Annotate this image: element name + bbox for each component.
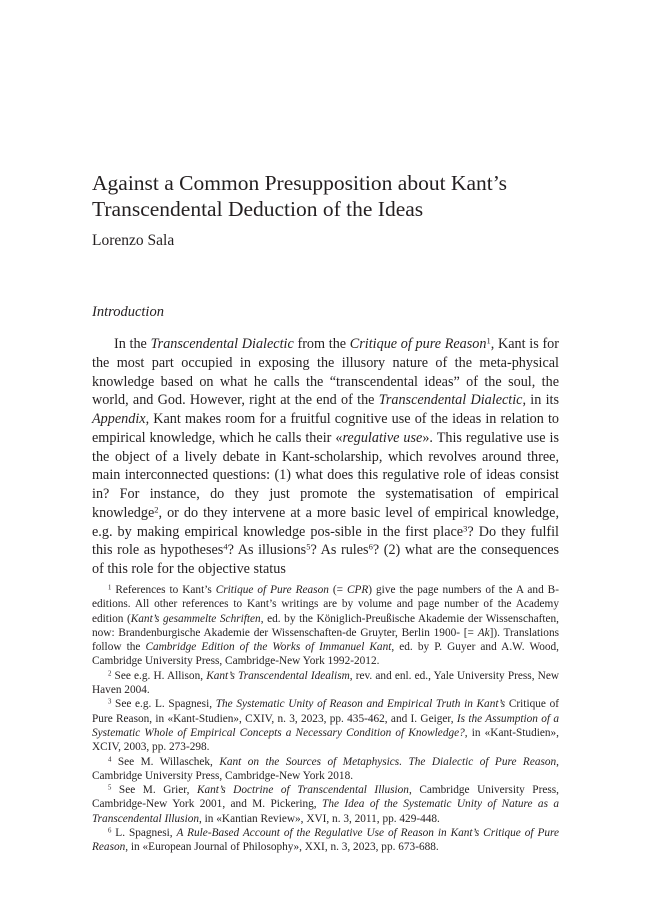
footnote [92, 697, 559, 754]
footnote-marker: 4 [108, 755, 112, 763]
italic-text: Transcendental Dialectic [150, 336, 294, 352]
italic-text: Critique of pure Reason [349, 336, 487, 352]
text-run: ? As rules [310, 542, 369, 559]
paper-title-line-2: Transcendental Deduction of the Ideas [92, 197, 424, 221]
footnote [92, 583, 559, 669]
text-run: , or do they intervene at a more basic level of empirical knowledge, e.g. by making empirical knowledge pos-sible in the first place [92, 504, 559, 540]
text-run: ]). Translations follow the [92, 626, 559, 654]
text-run: , in its [522, 392, 559, 409]
text-run: , Kant makes room for a fruitful cognitive use of the ideas in relation to empirical knowledge, which he calls their « [92, 411, 559, 446]
italic-text: Appendix [92, 411, 146, 427]
text-run: Critique of Pure Reason, in «Kant-Studien», CXIV, n. 3, 2023, pp. 435-462, and I. Geiger, [92, 698, 559, 725]
text-run: References to Kant’s [111, 584, 216, 596]
italic-text: The Idea of the Systematic Unity of Nature as a Transcendental Illusion [92, 798, 560, 825]
italic-text: Critique of Pure Reason [215, 584, 329, 596]
italic-text: Kant on the Sources of Metaphysics. The Dialectic of Pure Reason [219, 755, 557, 768]
footnote-marker: 6 [108, 827, 112, 835]
text-run: ? As illusions [227, 542, 307, 559]
section-heading: Introduction [92, 304, 164, 320]
italic-text: The Systematic Unity of Reason and Empirical Truth in Kant’s [215, 698, 506, 711]
footnote-marker: 3 [108, 698, 112, 706]
text-run: , ed. by P. Guyer and A.W. Wood, Cambridge University Press, Cambridge-New York 1992-2012. [92, 641, 559, 668]
footnote-marker: 2 [108, 670, 112, 678]
footnote [92, 669, 559, 698]
italic-text: CPR [346, 584, 369, 596]
text-run: , in «Kant-Studien», XCIV, 2003, pp. 273-298. [92, 726, 560, 754]
text-run: (= [328, 584, 347, 596]
text-run: See M. Willaschek, [111, 755, 220, 768]
footnote-marker: 1 [486, 335, 491, 346]
footnote-marker: 5 [306, 541, 311, 552]
italic-text: Kant’s gesammelte Schriften [130, 612, 261, 625]
text-run: , Kant is for the most part occupied in exposing the illusory nature of the meta-physical knowledge based on what he calls the “transcendental ideas” of the soul, the world, and God. However, right at the end of the [92, 336, 559, 409]
text-run: , ed. by the Königlich-Preußische Akademie der Wissenschaften, now: Brandenburgische Akademie der Wissenschaften-de Gruyter, Berlin 1900- [= [92, 612, 560, 639]
text-run: , in «Kantian Review», XVI, n. 3, 2011, pp. 429-448. [199, 812, 440, 825]
footnotes [92, 583, 559, 855]
italic-text: Kant’s Doctrine of Transcendental Illusion [196, 784, 409, 797]
text-run: , Cambridge University Press, Cambridge-New York 2018. [92, 755, 559, 782]
text-run: See e.g. H. Allison, [111, 669, 207, 682]
footnote-marker: 2 [154, 504, 159, 515]
text-run: , Cambridge University Press, Cambridge-New York 2001, and M. Pickering, [92, 784, 559, 811]
text-run: ) give the page numbers of the A and B-editions. All other references to Kant’s writings are by volume and page number of the Academy edition ( [92, 584, 559, 625]
author-name: Lorenzo Sala [92, 232, 175, 249]
text-run: from the [293, 336, 350, 352]
footnote-marker: 3 [463, 522, 468, 533]
text-run: ». This regulative use is the object of a lively debate in Kant-scholarship, which revolves around three, main interconnected questions: (1) what does this regulative role of ideas consist in? For instance, do they just promote the systematisation of empirical knowledge [92, 429, 559, 521]
paper-title [92, 170, 572, 222]
footnote [92, 755, 559, 784]
italic-text: Transcendental Dialectic [378, 392, 523, 409]
footnote-marker: 4 [223, 541, 228, 552]
italic-text: Ak [477, 626, 490, 639]
text-run: , rev. and enl. ed., Yale University Press, New Haven 2004. [92, 669, 560, 697]
footnote-marker: 5 [108, 784, 112, 792]
italic-text: regulative use [342, 429, 423, 446]
text-run: ? (2) what are the consequences of this role for the objective status [92, 542, 560, 577]
text-run: See M. Grier, [111, 784, 197, 797]
italic-text: Is the Assumption of a Systematic Whole of Empirical Concepts a Necessary Condition of Knowledge? [92, 712, 559, 739]
italic-text: A Rule-Based Account of the Regulative Use of Reason in Kant’s Critique of Pure Reason [92, 827, 559, 854]
italic-text: Cambridge Edition of the Works of Immanuel Kant [145, 641, 392, 654]
text-run: L. Spagnesi, [111, 827, 177, 840]
text-run: , in «European Journal of Philosophy», XXI, n. 3, 2023, pp. 673-688. [125, 841, 439, 854]
body-paragraph [92, 335, 559, 579]
text-run: ? Do they fulfil this role as hypotheses [92, 523, 559, 559]
footnote-marker: 6 [368, 541, 373, 552]
paper-title-line-1: Against a Common Presupposition about Kant’s [92, 171, 508, 195]
footnote-marker: 1 [108, 584, 112, 592]
italic-text: Kant’s Transcendental Idealism [206, 669, 350, 682]
text-run: In the [114, 336, 151, 352]
text-run: See e.g. L. Spagnesi, [111, 698, 216, 711]
footnote [92, 826, 559, 855]
footnote [92, 783, 559, 826]
